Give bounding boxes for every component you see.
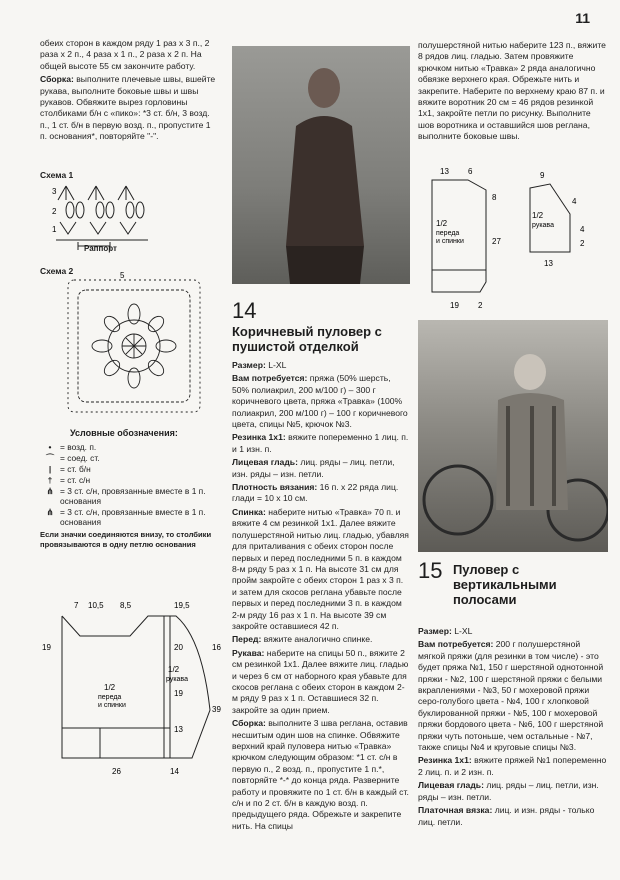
dim-label: рукава — [166, 676, 188, 683]
assembly-paragraph — [40, 74, 218, 142]
model15-heading — [418, 560, 608, 607]
model-number: 15 — [418, 558, 443, 583]
dim-label: 19 — [42, 643, 51, 652]
dim-label: 7 — [74, 601, 79, 610]
rib: Резинка 1х1: вяжите пряжей №1 попеременно 2 лиц. п. и 2 изн. п. — [418, 755, 607, 777]
legend-item: • = возд. п. — [40, 442, 220, 452]
materials: Вам потребуется: пряжа (50% шерсть, 50% полиакрил, 200 м/100 г) – 300 г коричневого цвета, пряжа «Травка» (100% полиакрил, 200 м/100 г) – 100 г коричневого цвета, спицы №5, крючок №3. — [232, 373, 408, 430]
double-crochet-icon: † — [47, 475, 53, 485]
dim-label: 4 — [580, 225, 585, 234]
cluster-icon: ⋔ — [46, 486, 54, 496]
row-number: 3 — [52, 187, 57, 196]
photo-model-15 — [418, 320, 608, 552]
dim-label: 8,5 — [120, 601, 132, 610]
dim-label: 16 — [212, 643, 221, 652]
assembly: Сборка: выполните 3 шва реглана, оставив несшитым один шов на спинке. Обвяжите верхний край пуловера нитью «Травка» крючком следующим образом: *1 ст. с/н в первую п., 2 возд. п., пропустите 1 п.*, повторяйте *-* до конца ряда. Разверните работу и провяжите по 1 ст. б/н в каждый ст. с/н и по 2 ст. б/н в каждую возд. п. предыдущего ряда. Обрежьте и закрепите нить. На спицы — [232, 718, 409, 831]
dim-label: 8 — [492, 193, 497, 202]
model-title: Коричневый пуловер с пушистой отделкой — [232, 324, 382, 354]
legend — [40, 428, 220, 549]
chain-icon: • — [48, 442, 52, 452]
page-number: 11 — [575, 10, 590, 26]
dim-label: 19 — [174, 689, 183, 698]
back: Спинка: наберите нитью «Травка» 70 п. и вяжите 4 см резинкой 1х1. Далее вяжите полушерстяной нитью лиц. гладью, убавляя для приталивания с обеих сторон после первых и перед последними 5 п. в каждом 8-м ряду 5 раз х 1 п. На высоте 31 см для пройм закройте с обеих сторон 1 раз х 3 п. и затем для скосов реглана убавьте после первых и перед последними 3 п. в каждом 2-м ряду 16 раз х 1 п. На высоте 39 см закройте оставшиеся 42 п. — [232, 506, 409, 631]
legend-item: | = ст. б/н — [40, 464, 220, 474]
materials: Вам потребуется: 200 г полушерстяной мягкой пряжи (для резинки в том числе) - это будет пряжа №1, 150 г шерстяной однотонной пряжи - №2, 100 г шерстяной пряжи с белыми вкраплениями - №3, 50 г мохеровой пряжи серо-голубого цвета - №4, 100 г хлопковой буклированной пряжи - №5, 100 г мохеровой пряжи бордового цвета - №6, 100 г шерстяной пряжи чуть потоньше, чем остальные - №7, также спицы №4 и круговые спицы №3. — [418, 639, 604, 753]
dim-label: 19,5 — [174, 601, 190, 610]
right-top-text — [418, 40, 608, 145]
scheme1-label: Схема 1 — [40, 170, 74, 180]
legend-title: Условные обозначения: — [70, 428, 178, 438]
dim-label: 1/2 — [532, 211, 544, 220]
dim-label: 1/2 — [168, 665, 180, 674]
legend-item: ⌒ = соед. ст. — [40, 453, 220, 463]
dim-label: 10,5 — [88, 601, 104, 610]
model-title: Пуловер с вертикальными полосами — [452, 562, 557, 607]
size: Размер: L-XL — [418, 626, 473, 636]
model-number: 14 — [232, 298, 257, 323]
dim-label: 19 — [450, 301, 459, 310]
cluster-icon: ⋔ — [46, 507, 54, 517]
slip-stitch-icon: ⌒ — [45, 453, 55, 463]
rapport-label: Раппорт — [84, 244, 117, 253]
front: Перед: вяжите аналогично спинке. — [232, 634, 373, 645]
legend-note: Если значки соединяются внизу, то столбики провязываются в одну петлю основания — [40, 530, 212, 549]
text: выполните плечевые швы, вшейте рукава, выполните боковые швы и швы рукавов. Обвяжите вырез горловины столбиками б/н с «пико»: *3 ст. б/н, 3 возд. п., 1 ст. б/н в первую возд. п., пропустите 1 п. основания*, повторяйте "-". — [40, 74, 216, 142]
paragraph: полушерстяной нитью наберите 123 п., вяжите 8 рядов лиц. гладью. Затем провяжите крючком нитью «Травка» 2 ряда аналогично обвязке верхнего края. Обрежьте нить и закрепите. Наберите по верхнему краю 87 п. и вяжите воротник 20 см = 46 рядов резинкой 1х1, закройте петли по рисунку. Выполните шов воротника и оставшийся шов реглана, выполните боковые швы. — [418, 40, 606, 142]
row-number: 5 — [120, 271, 125, 280]
dim-label: 26 — [112, 767, 121, 776]
sleeve: Рукава: наберите на спицы 50 п., вяжите 2 см резинкой 1х1. Далее вяжите лиц. гладью и через 6 см от наборного края убавьте для скосов реглана с обеих сторон в каждом 2-м ряду 9 раз х 1 п. Оставшиеся 32 п. закройте за один прием. — [232, 647, 409, 715]
single-crochet-icon: | — [48, 464, 52, 474]
model-silhouette — [418, 320, 608, 552]
dim-label: 6 — [468, 167, 473, 176]
scheme2-label: Схема 2 — [40, 266, 74, 276]
dim-label: переда — [436, 230, 460, 237]
size: Размер: L-XL — [232, 360, 287, 370]
dim-label: и спинки — [436, 238, 464, 245]
dim-label: 4 — [572, 197, 577, 206]
left-column — [40, 38, 218, 145]
scheme2-diagram — [60, 270, 212, 420]
stockinette: Лицевая гладь: лиц. ряды – лиц. петли, изн. ряды – изн. петли. — [418, 780, 599, 802]
rib: Резинка 1х1: вяжите попеременно 1 лиц. п. и 1 изн. п. — [232, 432, 409, 454]
gauge: Плотность вязания: 16 п. x 22 ряда лиц. глади = 10 x 10 см. — [232, 482, 399, 504]
stockinette: Лицевая гладь: лиц. ряды – лиц. петли, изн. ряды – изн. петли. — [232, 457, 395, 479]
dim-label: 27 — [492, 237, 501, 246]
label: Сборка: — [40, 74, 74, 85]
dim-label: переда — [98, 694, 122, 701]
dim-label: 13 — [174, 725, 183, 734]
dim-label: 20 — [174, 643, 183, 652]
dim-label: 2 — [580, 239, 585, 248]
dim-label: 2 — [478, 301, 483, 310]
dim-label: и спинки — [98, 702, 126, 709]
legend-item: † = ст. с/н — [40, 475, 220, 485]
model15-section — [418, 626, 608, 830]
dim-label: 1/2 — [104, 683, 116, 692]
row-number: 1 — [52, 225, 57, 234]
dim-label: рукава — [532, 222, 554, 229]
dim-label: 39 — [212, 705, 221, 714]
model-silhouette — [232, 46, 410, 284]
photo-model-14 — [232, 46, 410, 284]
dim-label: 14 — [170, 767, 179, 776]
dim-label: 9 — [540, 171, 545, 180]
dim-label: 13 — [440, 167, 449, 176]
pattern-model14-diagram — [420, 162, 610, 314]
dim-label: 1/2 — [436, 219, 448, 228]
legend-item: ⋔ = 3 ст. с/н, провязанные вместе в 1 п. основания — [40, 507, 220, 527]
model14-section — [232, 300, 410, 834]
paragraph: обеих сторон в каждом ряду 1 раз х 3 п., 2 раза х 2 п., 4 раза х 1 п., 2 раза х 2 п. На общей высоте 55 см закончите работу. — [40, 38, 210, 71]
dim-label: 13 — [544, 259, 553, 268]
row-number: 2 — [52, 207, 57, 216]
garter: Платочная вязка: лиц. и изн. ряды - только лиц. петли. — [418, 805, 595, 827]
legend-item: ⋔ = 3 ст. с/н, провязанные вместе в 1 п. основания — [40, 486, 220, 506]
pattern-sleeve-diagram — [150, 598, 230, 783]
